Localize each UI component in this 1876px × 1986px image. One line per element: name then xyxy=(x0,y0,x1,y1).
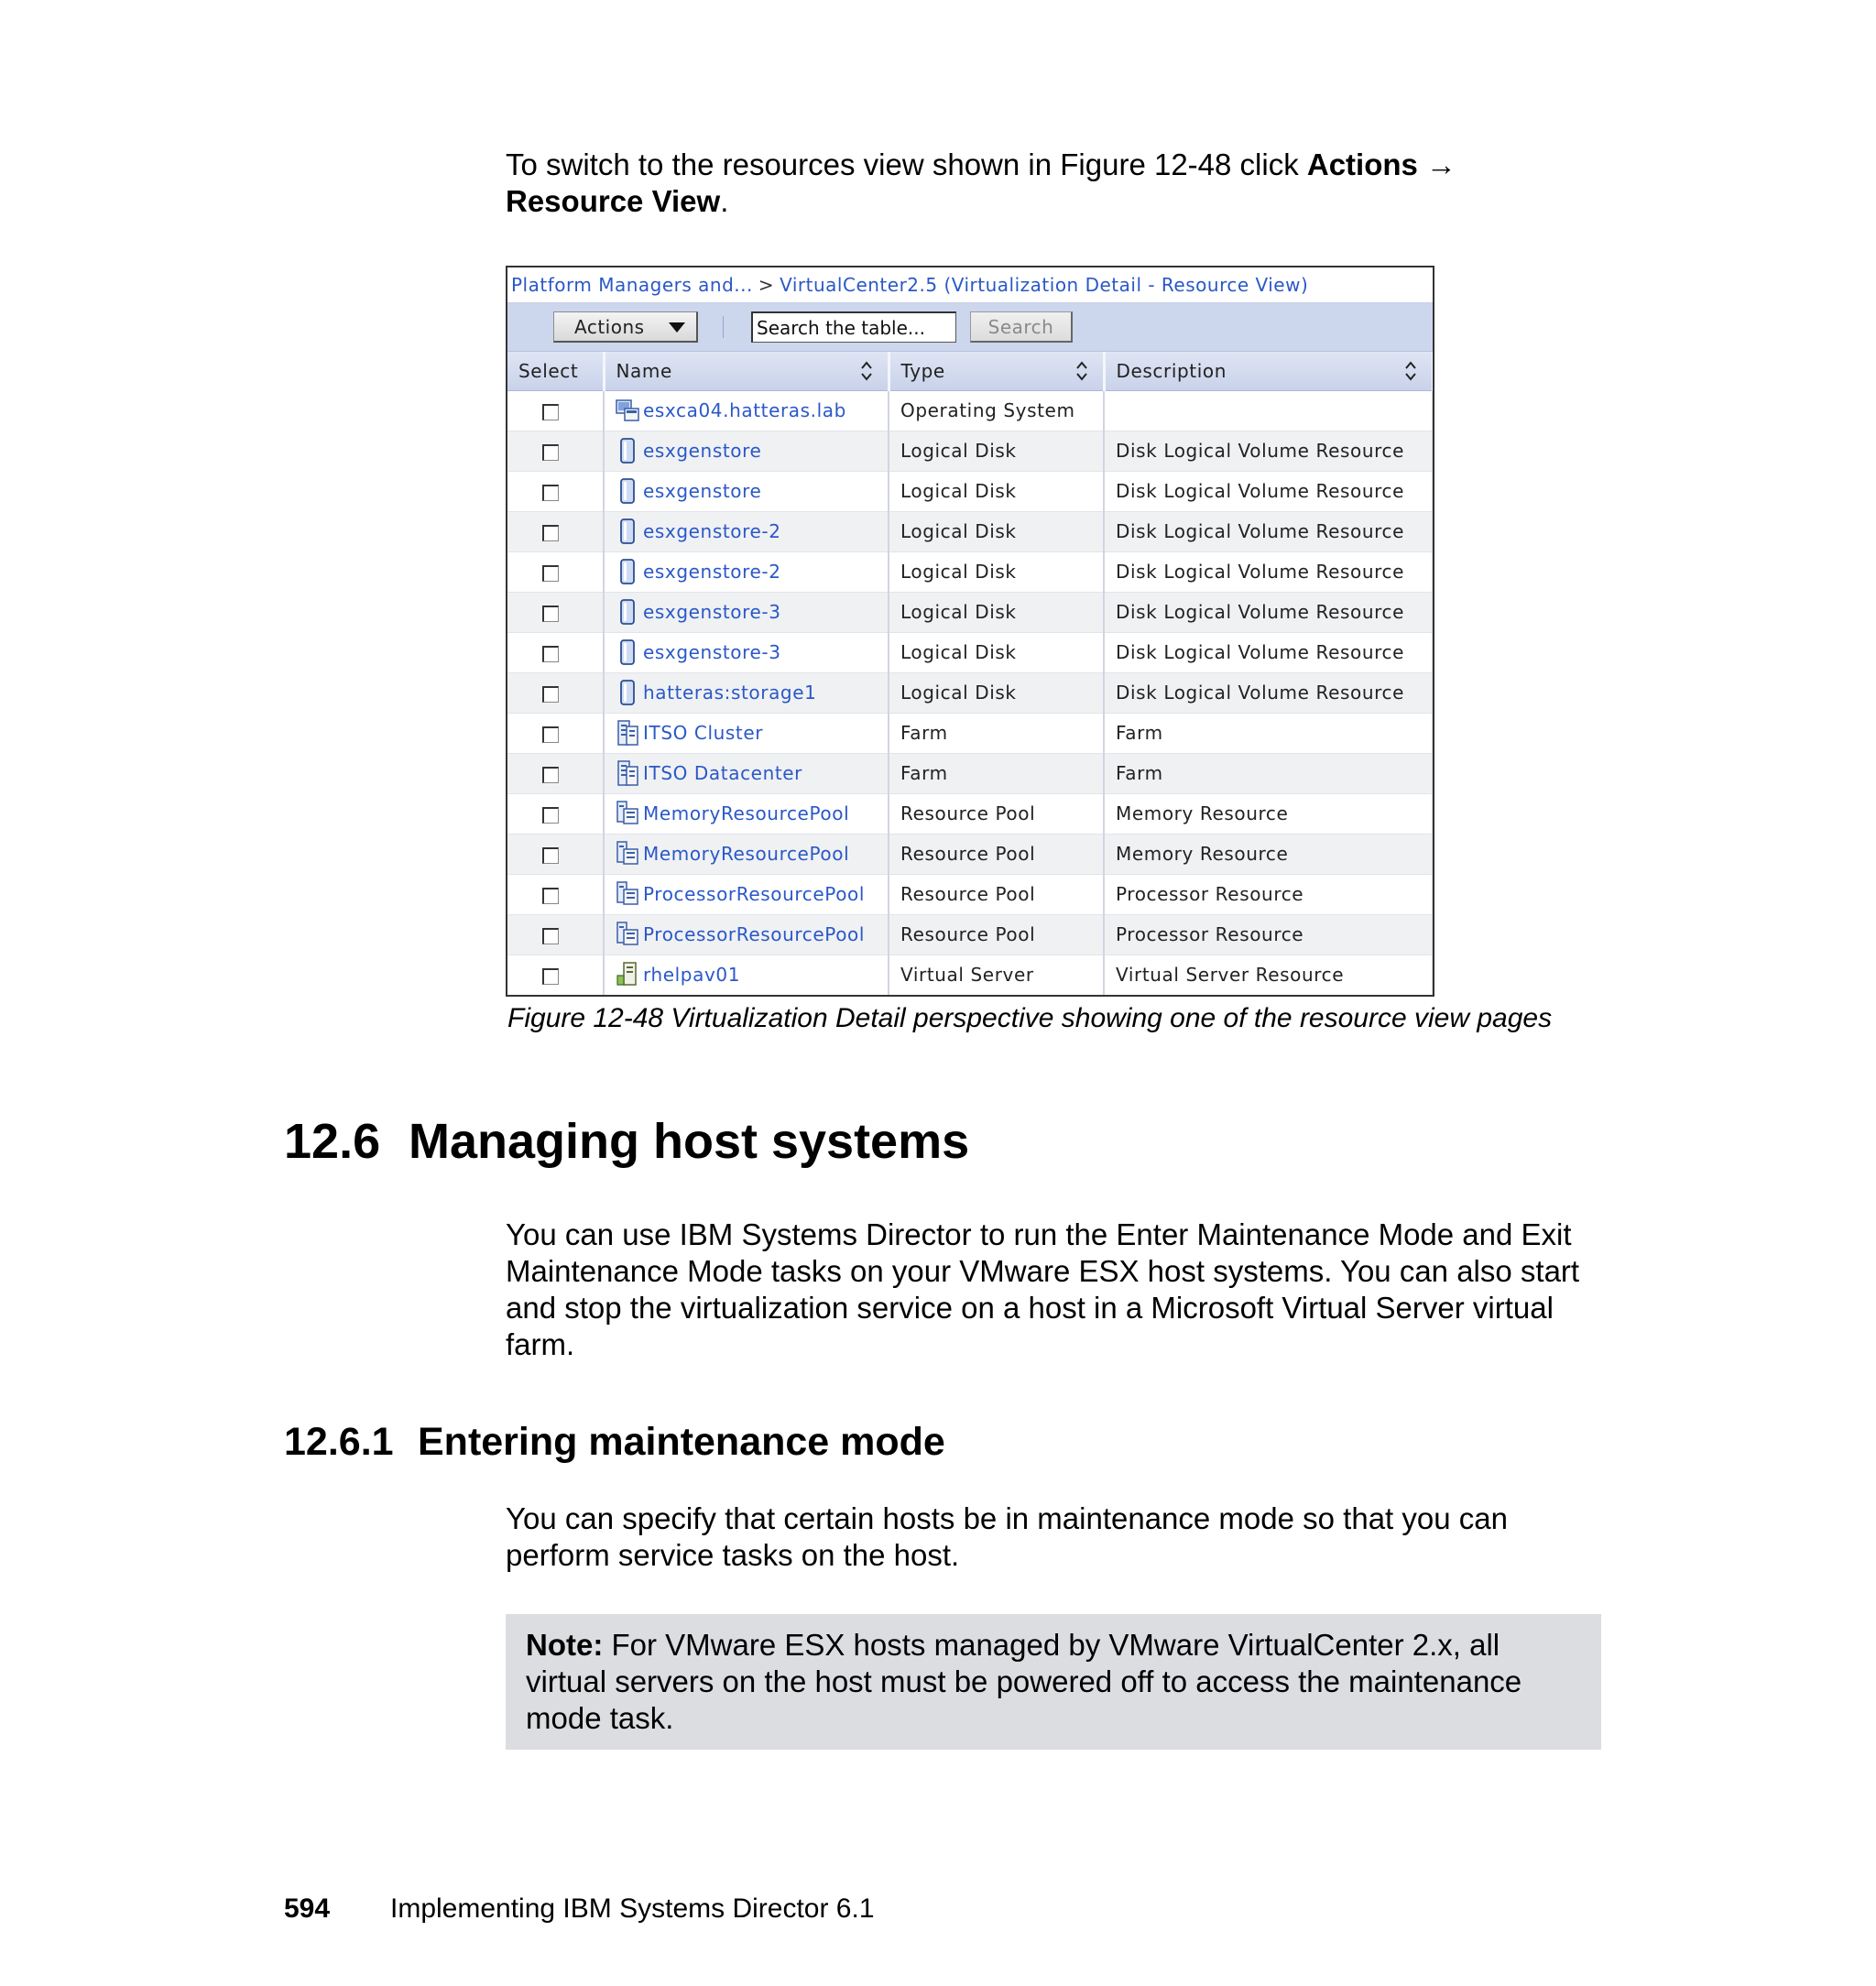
page-number: 594 xyxy=(284,1893,331,1924)
row-select-checkbox[interactable] xyxy=(542,404,559,420)
farm-icon xyxy=(616,719,639,747)
description-cell: Disk Logical Volume Resource xyxy=(1104,551,1433,592)
book-title: Implementing IBM Systems Director 6.1 xyxy=(390,1893,875,1924)
select-cell xyxy=(507,390,604,431)
description-cell: Memory Resource xyxy=(1104,834,1433,874)
intro-actions-term: Actions xyxy=(1306,147,1418,181)
resource-pool-icon xyxy=(616,921,639,948)
row-select-checkbox[interactable] xyxy=(542,686,559,703)
description-cell: Memory Resource xyxy=(1104,793,1433,834)
row-select-checkbox[interactable] xyxy=(542,767,559,783)
resource-pool-icon xyxy=(616,800,639,827)
type-cell: Logical Disk xyxy=(889,551,1104,592)
type-cell: Resource Pool xyxy=(889,874,1104,914)
type-cell: Resource Pool xyxy=(889,834,1104,874)
resource-pool-icon xyxy=(616,880,639,908)
select-cell xyxy=(507,511,604,551)
name-cell xyxy=(604,713,889,753)
name-cell xyxy=(604,632,889,672)
toolbar-divider xyxy=(723,316,724,338)
select-cell xyxy=(507,632,604,672)
type-cell: Resource Pool xyxy=(889,914,1104,955)
note-text: For VMware ESX hosts managed by VMware VirtualCenter 2.x, all virtual servers on the host must be powered off to access the maintenance mode task. xyxy=(526,1628,1522,1735)
type-cell: Logical Disk xyxy=(889,471,1104,511)
resource-name-link[interactable]: ProcessorResourcePool xyxy=(643,883,866,905)
row-select-checkbox[interactable] xyxy=(542,606,559,622)
table-row[interactable] xyxy=(507,834,1433,874)
breadcrumb-separator: > xyxy=(758,274,775,296)
breadcrumb-parent-link[interactable]: Platform Managers and... xyxy=(511,274,753,296)
column-header-select: Select xyxy=(507,352,604,390)
type-cell: Resource Pool xyxy=(889,793,1104,834)
description-cell: Disk Logical Volume Resource xyxy=(1104,592,1433,632)
resource-name-link[interactable]: esxgenstore-2 xyxy=(643,561,781,583)
table-row[interactable] xyxy=(507,632,1433,672)
resource-name-link[interactable]: ProcessorResourcePool xyxy=(643,923,866,945)
select-cell xyxy=(507,753,604,793)
table-row[interactable] xyxy=(507,431,1433,471)
row-select-checkbox[interactable] xyxy=(542,444,559,461)
chevron-down-icon xyxy=(669,322,685,333)
name-cell xyxy=(604,955,889,995)
sort-icon[interactable] xyxy=(1404,360,1417,382)
table-row[interactable] xyxy=(507,753,1433,793)
description-cell: Disk Logical Volume Resource xyxy=(1104,672,1433,713)
select-cell xyxy=(507,431,604,471)
select-cell xyxy=(507,672,604,713)
row-select-checkbox[interactable] xyxy=(542,888,559,904)
disk-icon xyxy=(616,598,639,626)
resource-pool-icon xyxy=(616,840,639,868)
intro-text: To switch to the resources view shown in Figure 12-48 click xyxy=(506,147,1307,181)
select-cell xyxy=(507,713,604,753)
row-select-checkbox[interactable] xyxy=(542,928,559,944)
breadcrumb xyxy=(507,267,1433,303)
select-cell xyxy=(507,834,604,874)
row-select-checkbox[interactable] xyxy=(542,726,559,743)
intro-period: . xyxy=(720,184,729,218)
table-row[interactable] xyxy=(507,793,1433,834)
disk-icon xyxy=(616,679,639,706)
description-cell: Farm xyxy=(1104,753,1433,793)
column-header-description[interactable] xyxy=(1104,352,1433,390)
section-body: You can use IBM Systems Director to run the Enter Maintenance Mode and Exit Maintenance Mode tasks on your VMware ESX host systems. You can also start and stop the virtualization service on a host in a Microsoft Virtual Server virtual farm. xyxy=(506,1217,1580,1361)
intro-arrow: → xyxy=(1417,147,1457,181)
resource-name-link[interactable]: MemoryResourcePool xyxy=(643,843,850,865)
intro-paragraph xyxy=(506,147,1605,220)
intro-resource-view-term: Resource View xyxy=(506,184,721,218)
table-row[interactable] xyxy=(507,874,1433,914)
resource-name-link[interactable]: esxgenstore-3 xyxy=(643,601,781,623)
row-select-checkbox[interactable] xyxy=(542,847,559,864)
row-select-checkbox[interactable] xyxy=(542,807,559,824)
disk-icon xyxy=(616,477,639,505)
table-row[interactable] xyxy=(507,713,1433,753)
resource-name-link[interactable]: esxca04.hatteras.lab xyxy=(643,399,846,421)
name-cell xyxy=(604,390,889,431)
description-cell xyxy=(1104,390,1433,431)
resource-name-link[interactable]: hatteras:storage1 xyxy=(643,682,817,704)
farm-icon xyxy=(616,759,639,787)
type-cell: Farm xyxy=(889,753,1104,793)
section-title: Managing host systems xyxy=(409,1114,970,1169)
disk-icon xyxy=(616,558,639,585)
subsection-number: 12.6.1 xyxy=(284,1420,394,1464)
resource-name-link[interactable]: ITSO Datacenter xyxy=(643,762,803,784)
name-cell xyxy=(604,914,889,955)
description-cell: Disk Logical Volume Resource xyxy=(1104,471,1433,511)
disk-icon xyxy=(616,437,639,464)
table-toolbar xyxy=(507,303,1433,352)
table-row[interactable] xyxy=(507,955,1433,995)
name-cell xyxy=(604,834,889,874)
resource-name-link[interactable]: esxgenstore-3 xyxy=(643,641,781,663)
actions-button[interactable] xyxy=(553,311,698,343)
description-cell: Disk Logical Volume Resource xyxy=(1104,511,1433,551)
operating-system-icon xyxy=(616,397,639,424)
search-input[interactable] xyxy=(751,311,956,343)
resource-name-link[interactable]: esxgenstore xyxy=(643,440,762,462)
description-cell: Disk Logical Volume Resource xyxy=(1104,431,1433,471)
section-heading xyxy=(284,1112,969,1171)
row-select-checkbox[interactable] xyxy=(542,485,559,501)
description-cell: Farm xyxy=(1104,713,1433,753)
select-cell xyxy=(507,471,604,511)
select-cell xyxy=(507,914,604,955)
resource-name-link[interactable]: ITSO Cluster xyxy=(643,722,764,744)
note-label: Note: xyxy=(526,1628,604,1662)
select-cell xyxy=(507,592,604,632)
name-cell xyxy=(604,431,889,471)
row-select-checkbox[interactable] xyxy=(542,565,559,582)
subsection-body: You can specify that certain hosts be in maintenance mode so that you can perform service tasks on the host. xyxy=(506,1501,1508,1572)
resource-name-link[interactable]: esxgenstore xyxy=(643,480,762,502)
resource-name-link[interactable]: esxgenstore-2 xyxy=(643,520,781,542)
table-row[interactable] xyxy=(507,511,1433,551)
description-cell: Processor Resource xyxy=(1104,874,1433,914)
name-cell xyxy=(604,793,889,834)
row-select-checkbox[interactable] xyxy=(542,646,559,662)
column-header-name[interactable] xyxy=(604,352,889,390)
type-cell: Logical Disk xyxy=(889,672,1104,713)
name-cell xyxy=(604,511,889,551)
search-button[interactable]: Search xyxy=(970,311,1073,343)
column-header-name-label: Name xyxy=(616,359,672,382)
type-cell: Logical Disk xyxy=(889,632,1104,672)
subsection-title: Entering maintenance mode xyxy=(418,1420,945,1464)
column-header-type-label: Type xyxy=(900,359,945,382)
name-cell xyxy=(604,753,889,793)
table-header-row xyxy=(507,352,1433,390)
table-row[interactable] xyxy=(507,592,1433,632)
section-number: 12.6 xyxy=(284,1114,381,1169)
name-cell xyxy=(604,551,889,592)
type-cell: Virtual Server xyxy=(889,955,1104,995)
description-cell: Disk Logical Volume Resource xyxy=(1104,632,1433,672)
resource-view-screenshot xyxy=(506,266,1434,997)
table-row[interactable] xyxy=(507,471,1433,511)
name-cell xyxy=(604,874,889,914)
select-cell xyxy=(507,955,604,995)
figure-caption: Figure 12-48 Virtualization Detail perspective showing one of the resource view pages xyxy=(507,1003,1553,1033)
column-header-type[interactable] xyxy=(889,352,1104,390)
type-cell: Logical Disk xyxy=(889,431,1104,471)
note-box xyxy=(506,1614,1601,1750)
column-header-description-label: Description xyxy=(1116,359,1227,382)
row-select-checkbox[interactable] xyxy=(542,525,559,541)
sort-icon[interactable] xyxy=(860,360,873,382)
disk-icon xyxy=(616,638,639,666)
actions-button-label: Actions xyxy=(574,316,645,338)
table-row[interactable] xyxy=(507,551,1433,592)
virtual-server-icon xyxy=(616,961,639,988)
description-cell: Virtual Server Resource xyxy=(1104,955,1433,995)
disk-icon xyxy=(616,518,639,545)
row-select-checkbox[interactable] xyxy=(542,968,559,985)
resource-name-link[interactable]: MemoryResourcePool xyxy=(643,802,850,824)
select-cell xyxy=(507,551,604,592)
name-cell xyxy=(604,592,889,632)
table-row[interactable] xyxy=(507,914,1433,955)
type-cell: Operating System xyxy=(889,390,1104,431)
sort-icon[interactable] xyxy=(1075,360,1088,382)
resource-table xyxy=(507,352,1434,996)
name-cell xyxy=(604,672,889,713)
type-cell: Farm xyxy=(889,713,1104,753)
select-cell xyxy=(507,874,604,914)
select-cell xyxy=(507,793,604,834)
subsection-heading xyxy=(284,1418,945,1466)
breadcrumb-current[interactable]: VirtualCenter2.5 (Virtualization Detail - Resource View) xyxy=(780,274,1309,296)
table-row[interactable] xyxy=(507,390,1433,431)
type-cell: Logical Disk xyxy=(889,592,1104,632)
name-cell xyxy=(604,471,889,511)
description-cell: Processor Resource xyxy=(1104,914,1433,955)
table-row[interactable] xyxy=(507,672,1433,713)
resource-name-link[interactable]: rhelpav01 xyxy=(643,964,741,986)
type-cell: Logical Disk xyxy=(889,511,1104,551)
